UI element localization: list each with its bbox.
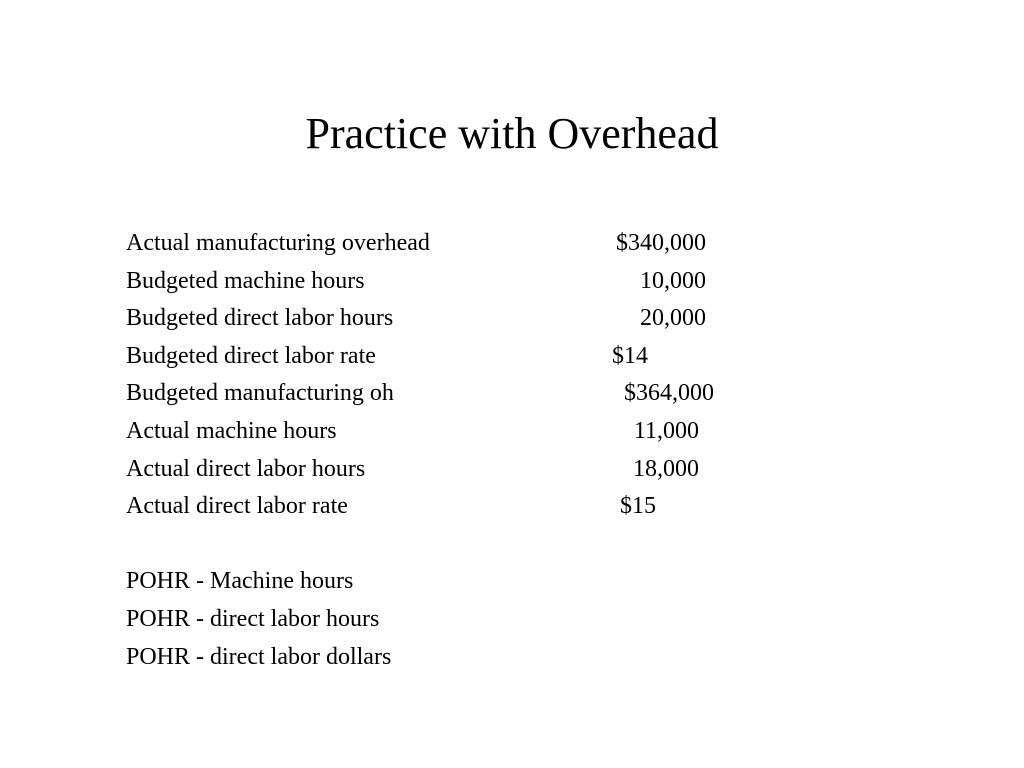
data-row — [126, 263, 706, 301]
row-label: Actual direct labor rate — [126, 493, 348, 520]
row-value: 20,000 — [640, 305, 706, 332]
row-value: 11,000 — [633, 417, 699, 444]
row-value: 10,000 — [640, 267, 706, 294]
row-label: Actual manufacturing overhead — [126, 230, 430, 256]
row-value: 18,000 — [633, 455, 699, 482]
data-row — [126, 225, 706, 263]
row-value: $15 — [620, 493, 656, 520]
data-row — [126, 300, 706, 338]
data-row — [126, 451, 699, 489]
blank-line — [126, 526, 391, 564]
data-row — [126, 375, 714, 413]
slide-content — [126, 225, 714, 676]
row-label: Budgeted manufacturing oh — [126, 380, 394, 407]
row-value: $14 — [612, 342, 648, 369]
row-label: Budgeted direct labor hours — [126, 305, 394, 332]
question-item: POHR - Machine hours — [126, 568, 354, 595]
slide-title: Practice with Overhead — [305, 109, 719, 158]
question-item: POHR - direct labor dollars — [126, 643, 392, 670]
row-label: Actual direct labor hours — [126, 455, 366, 482]
row-label: Actual machine hours — [126, 417, 337, 444]
question-item: POHR - direct labor hours — [126, 605, 380, 632]
row-label: Budgeted machine hours — [126, 267, 365, 294]
row-value: $340,000 — [616, 230, 706, 256]
row-label: Budgeted direct labor rate — [126, 342, 376, 369]
data-row — [126, 488, 656, 526]
data-row — [126, 413, 699, 451]
data-row — [126, 338, 648, 376]
row-value: $364,000 — [624, 380, 714, 407]
